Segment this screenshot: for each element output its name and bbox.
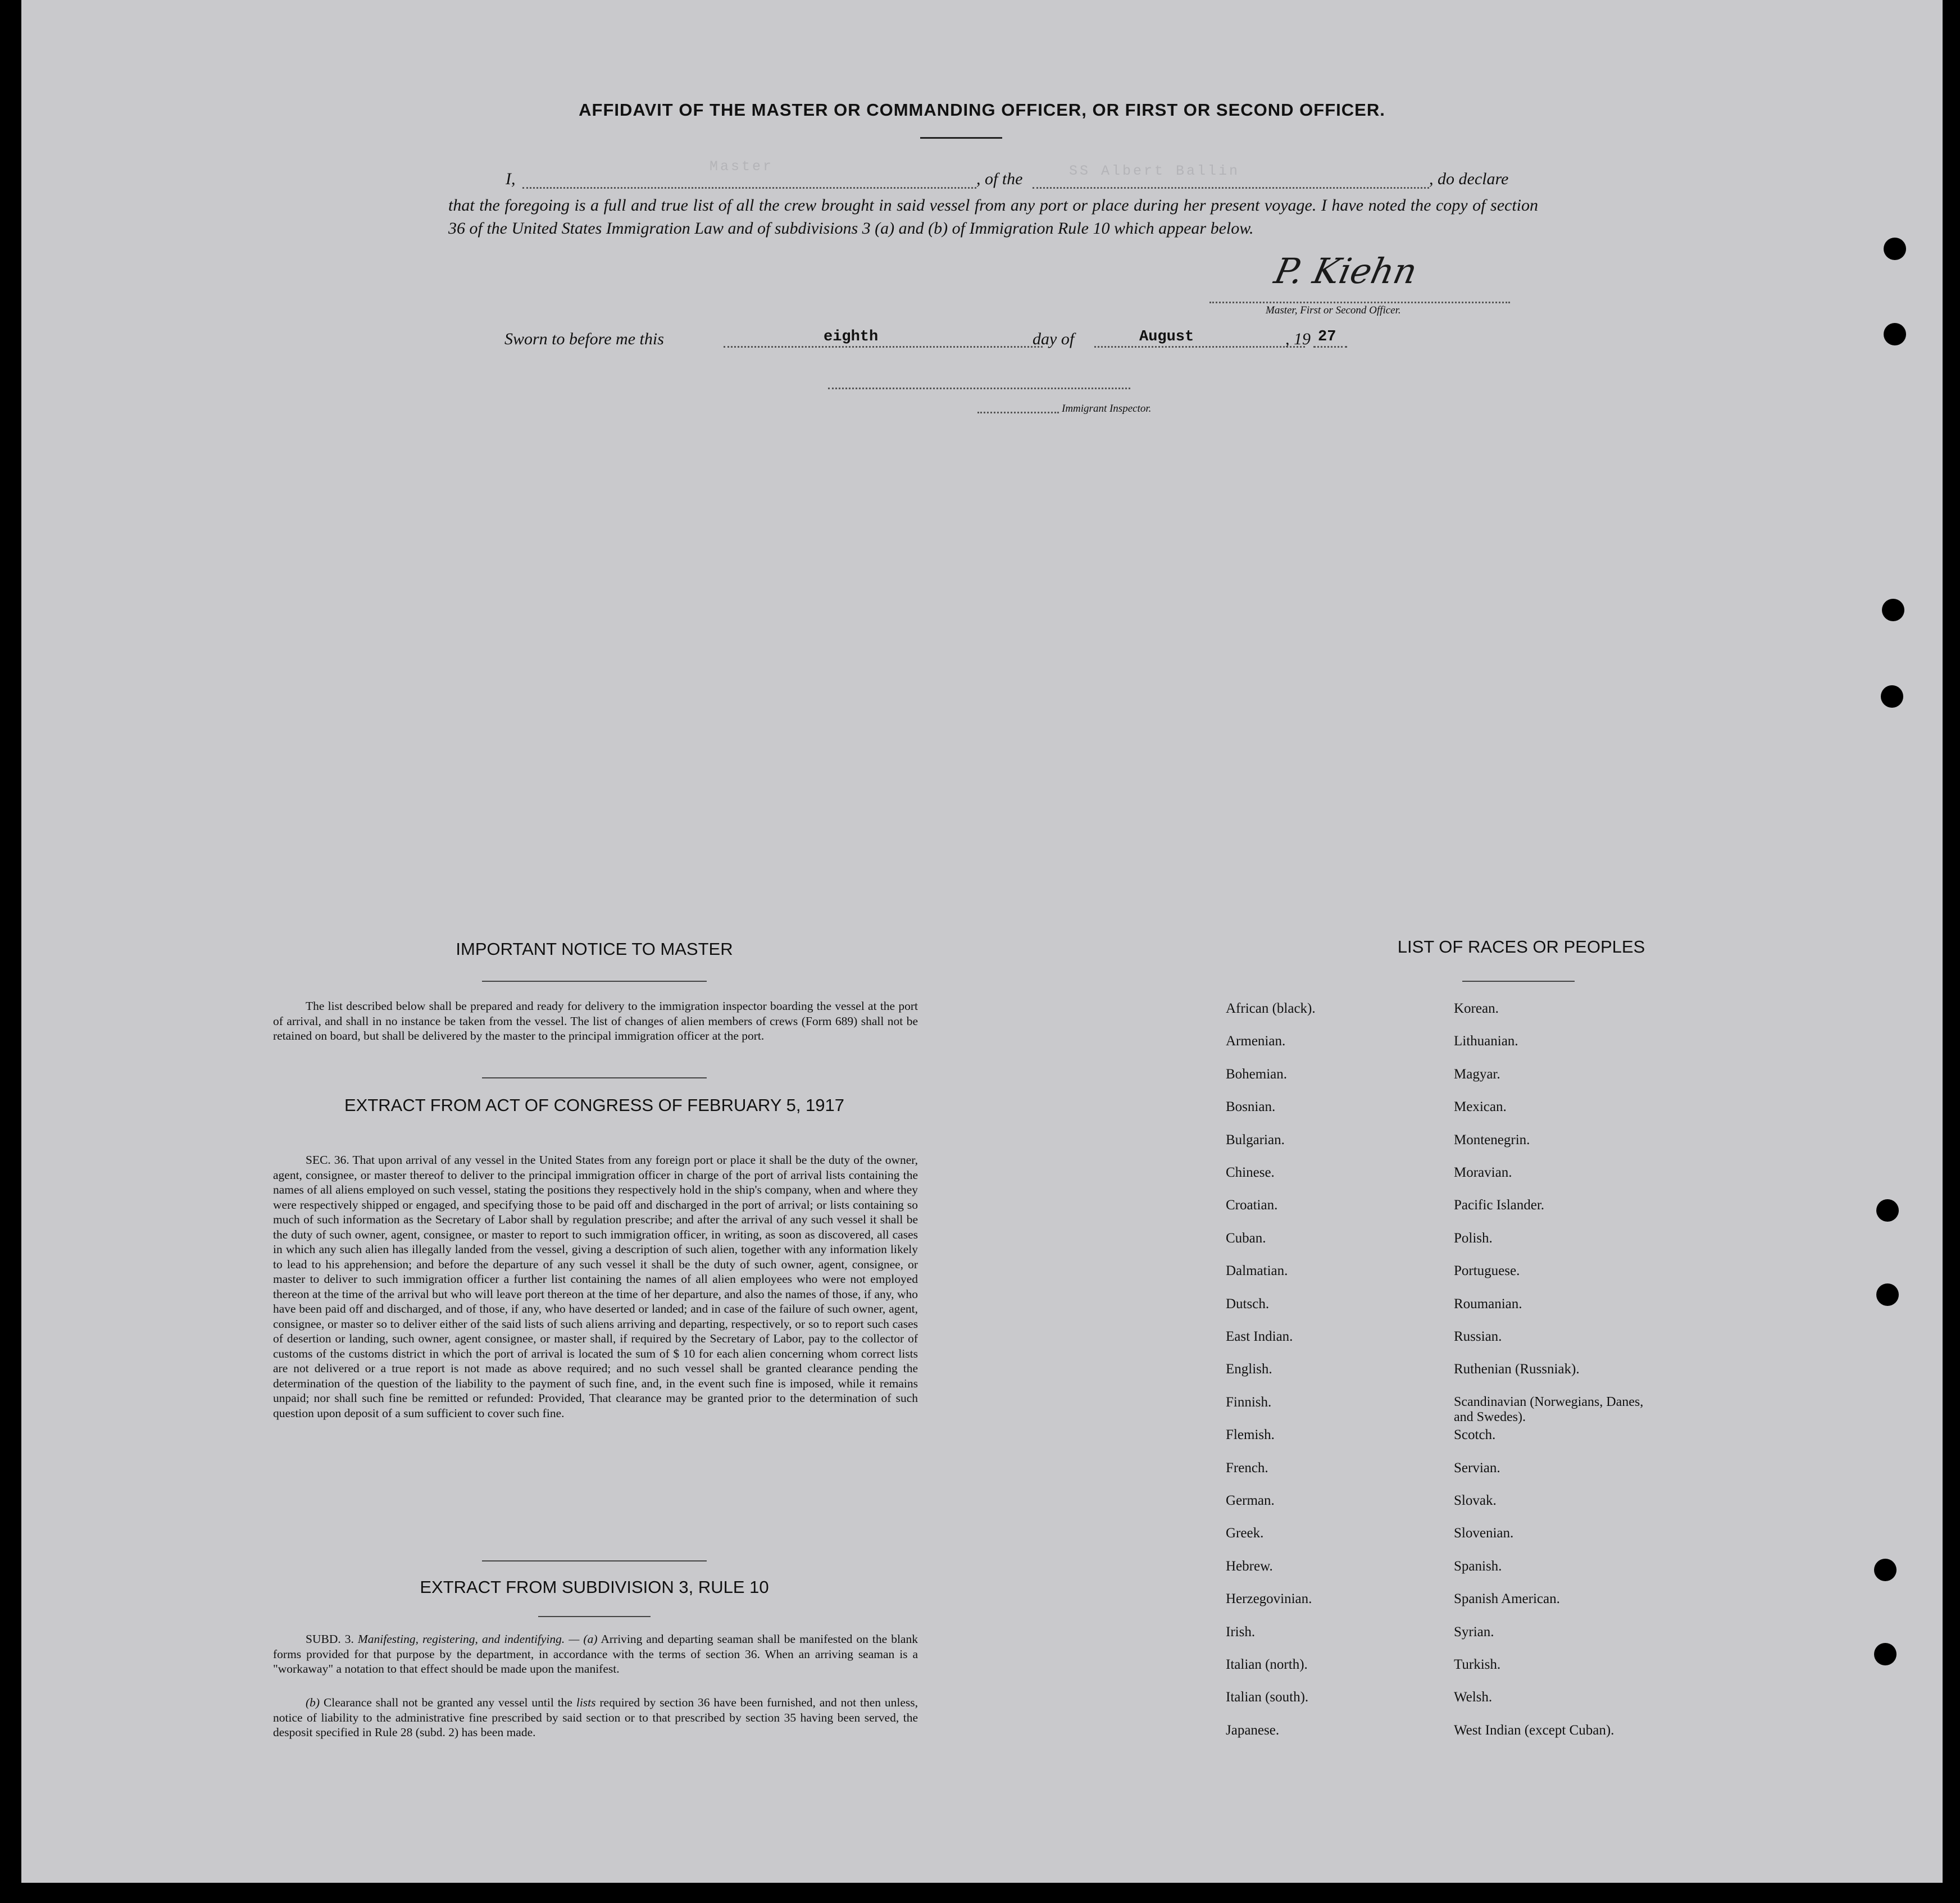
- sworn-month-field: [1094, 346, 1305, 348]
- race-item: Portuguese.: [1454, 1263, 1520, 1279]
- race-item: Croatian.: [1226, 1198, 1278, 1213]
- race-item: Scandinavian (Norwegians, Danes, and Swedes).: [1454, 1394, 1644, 1424]
- race-item: African (black).: [1226, 1001, 1316, 1016]
- race-item: Bohemian.: [1226, 1066, 1288, 1082]
- year-field: [1313, 346, 1347, 348]
- race-item: Dalmatian.: [1226, 1263, 1288, 1279]
- race-item: Japanese.: [1226, 1722, 1280, 1738]
- races-heading-rule: [1462, 981, 1575, 982]
- signature-caption: Master, First or Second Officer.: [1266, 304, 1401, 316]
- affidavit-title: AFFIDAVIT OF THE MASTER OR COMMANDING OFFICER, OR FIRST OR SECOND OFFICER.: [579, 100, 1385, 120]
- race-item: Finnish.: [1226, 1394, 1272, 1410]
- sworn-month: August: [1139, 329, 1194, 345]
- declaration-text: that the foregoing is a full and true list of all the crew brought in said vessel from any port or place during her present voyage. I have noted the copy of section 36 of the United States Immigration Law and of subdivisions 3 (a) and (b) of Immigration Rule 10 which appear below.: [448, 196, 1538, 238]
- race-item: English.: [1226, 1362, 1272, 1377]
- para-b-text-1: Clearance shall not be granted any vessel until the: [323, 1696, 572, 1709]
- notice-heading: IMPORTANT NOTICE TO MASTER: [456, 939, 733, 959]
- race-item: Herzegovinian.: [1226, 1591, 1312, 1607]
- race-item: Pacific Islander.: [1454, 1198, 1545, 1213]
- race-item: Bulgarian.: [1226, 1132, 1285, 1148]
- vessel-field: [1033, 187, 1429, 189]
- binder-hole: [1874, 1559, 1897, 1581]
- races-heading: LIST OF RACES OR PEOPLES: [1397, 937, 1645, 957]
- inspector-signature-line: [828, 388, 1130, 389]
- race-item: Magyar.: [1454, 1066, 1500, 1082]
- race-item: Russian.: [1454, 1329, 1502, 1344]
- act-text: SEC. 36. That upon arrival of any vessel in the United States from any foreign port or place it shall be the duty of the owner, agent, consignee, or master thereof to deliver to the principal immigration officer in charge of the port of arrival lists containing the names of all aliens employed on such vessel, stating the positions they respectively hold in the ship's company, when and where they were respectively shipped or engaged, and specifying those to be paid off and discharged in the port of arrival; or lists containing so much of such information as the Secretary of Labor shall by regulation prescribe; and after the arrival of any such vessel it shall be the duty of such owner, agent, consignee, or master to report to such immigration officer, in writing, as soon as discovered, all cases in which any such alien has illegally landed from the vessel, giving a description of such alien, together with any information likely to lead to his apprehension; and before the departure of any such vessel it shall be the duty of such owner, agent, consignee, or master to deliver to such immigration officer a further list containing the names of all alien employees who were not employed thereon at the time of the arrival but who will leave port thereon at the time of her departure, and also the names of those, if any, who have been paid off and discharged, and of those, if any, who have deserted or landed; and in case of the failure of such owner, agent, consignee, or master so to deliver either of the said lists of such aliens arriving and departing, respectively, or so to report such cases of desertion or landing, such owner, agent consignee, or master shall, if required by the Secretary of Labor, pay to the collector of customs of the customs district in which the port of arrival is located the sum of $ 10 for each alien concerning whom correct lists are not delivered or a true report is not made as above required; and no such vessel shall be granted clearance pending the determination of the question of the liability to the payment of such fine, and, in the event such fine is imposed, while it remains unpaid; nor shall such fine be remitted or refunded: Provided, That clearance may be granted prior to the determination of such question upon deposit of a sum sufficient to cover such fine.: [273, 1153, 918, 1420]
- subd-label: SUBD. 3.: [306, 1632, 354, 1646]
- race-item: Polish.: [1454, 1230, 1493, 1246]
- race-item: Greek.: [1226, 1526, 1264, 1541]
- inspector-caption-line: [977, 412, 1059, 413]
- race-item: Italian (north).: [1226, 1657, 1308, 1672]
- sworn-day-field: [724, 346, 1043, 348]
- race-item: Armenian.: [1226, 1034, 1286, 1049]
- day-of-label: day of: [1033, 330, 1075, 348]
- sworn-day: eighth: [824, 329, 879, 345]
- race-item: West Indian (except Cuban).: [1454, 1722, 1615, 1738]
- signature-line: [1209, 302, 1510, 303]
- b-label: (b): [306, 1696, 320, 1709]
- i-label: I,: [506, 170, 516, 188]
- race-item: Turkish.: [1454, 1657, 1501, 1672]
- document-page: [21, 0, 1943, 1883]
- notice-heading-rule: [482, 981, 707, 982]
- race-item: French.: [1226, 1460, 1268, 1476]
- binder-hole: [1882, 599, 1904, 621]
- race-item: Slovenian.: [1454, 1526, 1514, 1541]
- year-suffix: 27: [1318, 329, 1336, 345]
- race-item: East Indian.: [1226, 1329, 1293, 1344]
- race-item: Slovak.: [1454, 1493, 1497, 1508]
- rank-field: [522, 187, 976, 189]
- race-item: Chinese.: [1226, 1165, 1275, 1180]
- race-item: Spanish.: [1454, 1558, 1502, 1574]
- race-item: Servian.: [1454, 1460, 1500, 1476]
- para-b-lists: lists: [576, 1696, 596, 1709]
- do-declare-label: , do declare: [1429, 170, 1509, 188]
- race-item: Roumanian.: [1454, 1296, 1522, 1312]
- race-item: Welsh.: [1454, 1690, 1493, 1705]
- rule-para-b: [273, 1695, 918, 1740]
- notice-divider: [482, 1077, 707, 1078]
- para-b-text-2: required by section 36 have been furnished, and not then unless, notice of liability to the administrative fine prescribed by said section or to that prescribed by section 35 having been served, the desposit specified in Rule 28 (subd. 2) has been made.: [273, 1696, 918, 1739]
- notice-text: The list described below shall be prepared and ready for delivery to the immigration inspector boarding the vessel at the port of arrival, and shall in no instance be taken from the vessel. The list of changes of alien members of crews (Form 689) shall not be retained on board, but shall be delivered by the master to the principal immigration officer at the port.: [273, 999, 918, 1042]
- race-item: Mexican.: [1454, 1099, 1507, 1115]
- race-item: Cuban.: [1226, 1230, 1266, 1246]
- year-prefix: , 19: [1285, 330, 1311, 348]
- rule-heading-rule: [538, 1616, 651, 1617]
- signature: P. Kiehn: [1271, 251, 1421, 292]
- binder-hole: [1881, 685, 1903, 708]
- typed-rank: Master: [710, 158, 774, 175]
- title-underline: [920, 137, 1002, 139]
- of-the-label: , of the: [976, 170, 1023, 188]
- race-item: Hebrew.: [1226, 1558, 1273, 1574]
- act-divider: [482, 1560, 707, 1561]
- binder-hole: [1874, 1643, 1897, 1665]
- race-item: Moravian.: [1454, 1165, 1512, 1180]
- race-item: Scotch.: [1454, 1427, 1496, 1443]
- race-item: Spanish American.: [1454, 1591, 1560, 1607]
- binder-hole: [1876, 1283, 1899, 1306]
- race-item: Flemish.: [1226, 1427, 1275, 1443]
- race-item: Montenegrin.: [1454, 1132, 1530, 1148]
- binder-hole: [1876, 1199, 1899, 1222]
- race-item: Korean.: [1454, 1001, 1499, 1016]
- race-item: Irish.: [1226, 1624, 1256, 1640]
- race-item: Syrian.: [1454, 1624, 1494, 1640]
- rule-para-a: [273, 1632, 918, 1677]
- inspector-caption: Immigrant Inspector.: [1062, 403, 1152, 415]
- binder-hole: [1884, 323, 1906, 345]
- sworn-label: Sworn to before me this: [504, 330, 664, 348]
- race-item: German.: [1226, 1493, 1275, 1508]
- para-a-text: Arriving and departing seaman shall be manifested on the blank forms provided for that purpose by the department, in accordance with the terms of section 36. When an arriving seaman is a "workaway" a notation to that effect should be made upon the manifest.: [273, 1632, 918, 1676]
- rule-heading: EXTRACT FROM SUBDIVISION 3, RULE 10: [420, 1577, 769, 1597]
- race-item: Lithuanian.: [1454, 1034, 1518, 1049]
- binder-hole: [1884, 238, 1906, 260]
- race-item: Bosnian.: [1226, 1099, 1276, 1115]
- subd-title: Manifesting, registering, and indentifying. — (a): [357, 1632, 598, 1646]
- race-item: Dutsch.: [1226, 1296, 1270, 1312]
- race-item: Ruthenian (Russniak).: [1454, 1362, 1580, 1377]
- act-heading: EXTRACT FROM ACT OF CONGRESS OF FEBRUARY 5, 1917: [344, 1095, 845, 1115]
- typed-vessel: SS Albert Ballin: [1069, 163, 1240, 179]
- race-item: Italian (south).: [1226, 1690, 1309, 1705]
